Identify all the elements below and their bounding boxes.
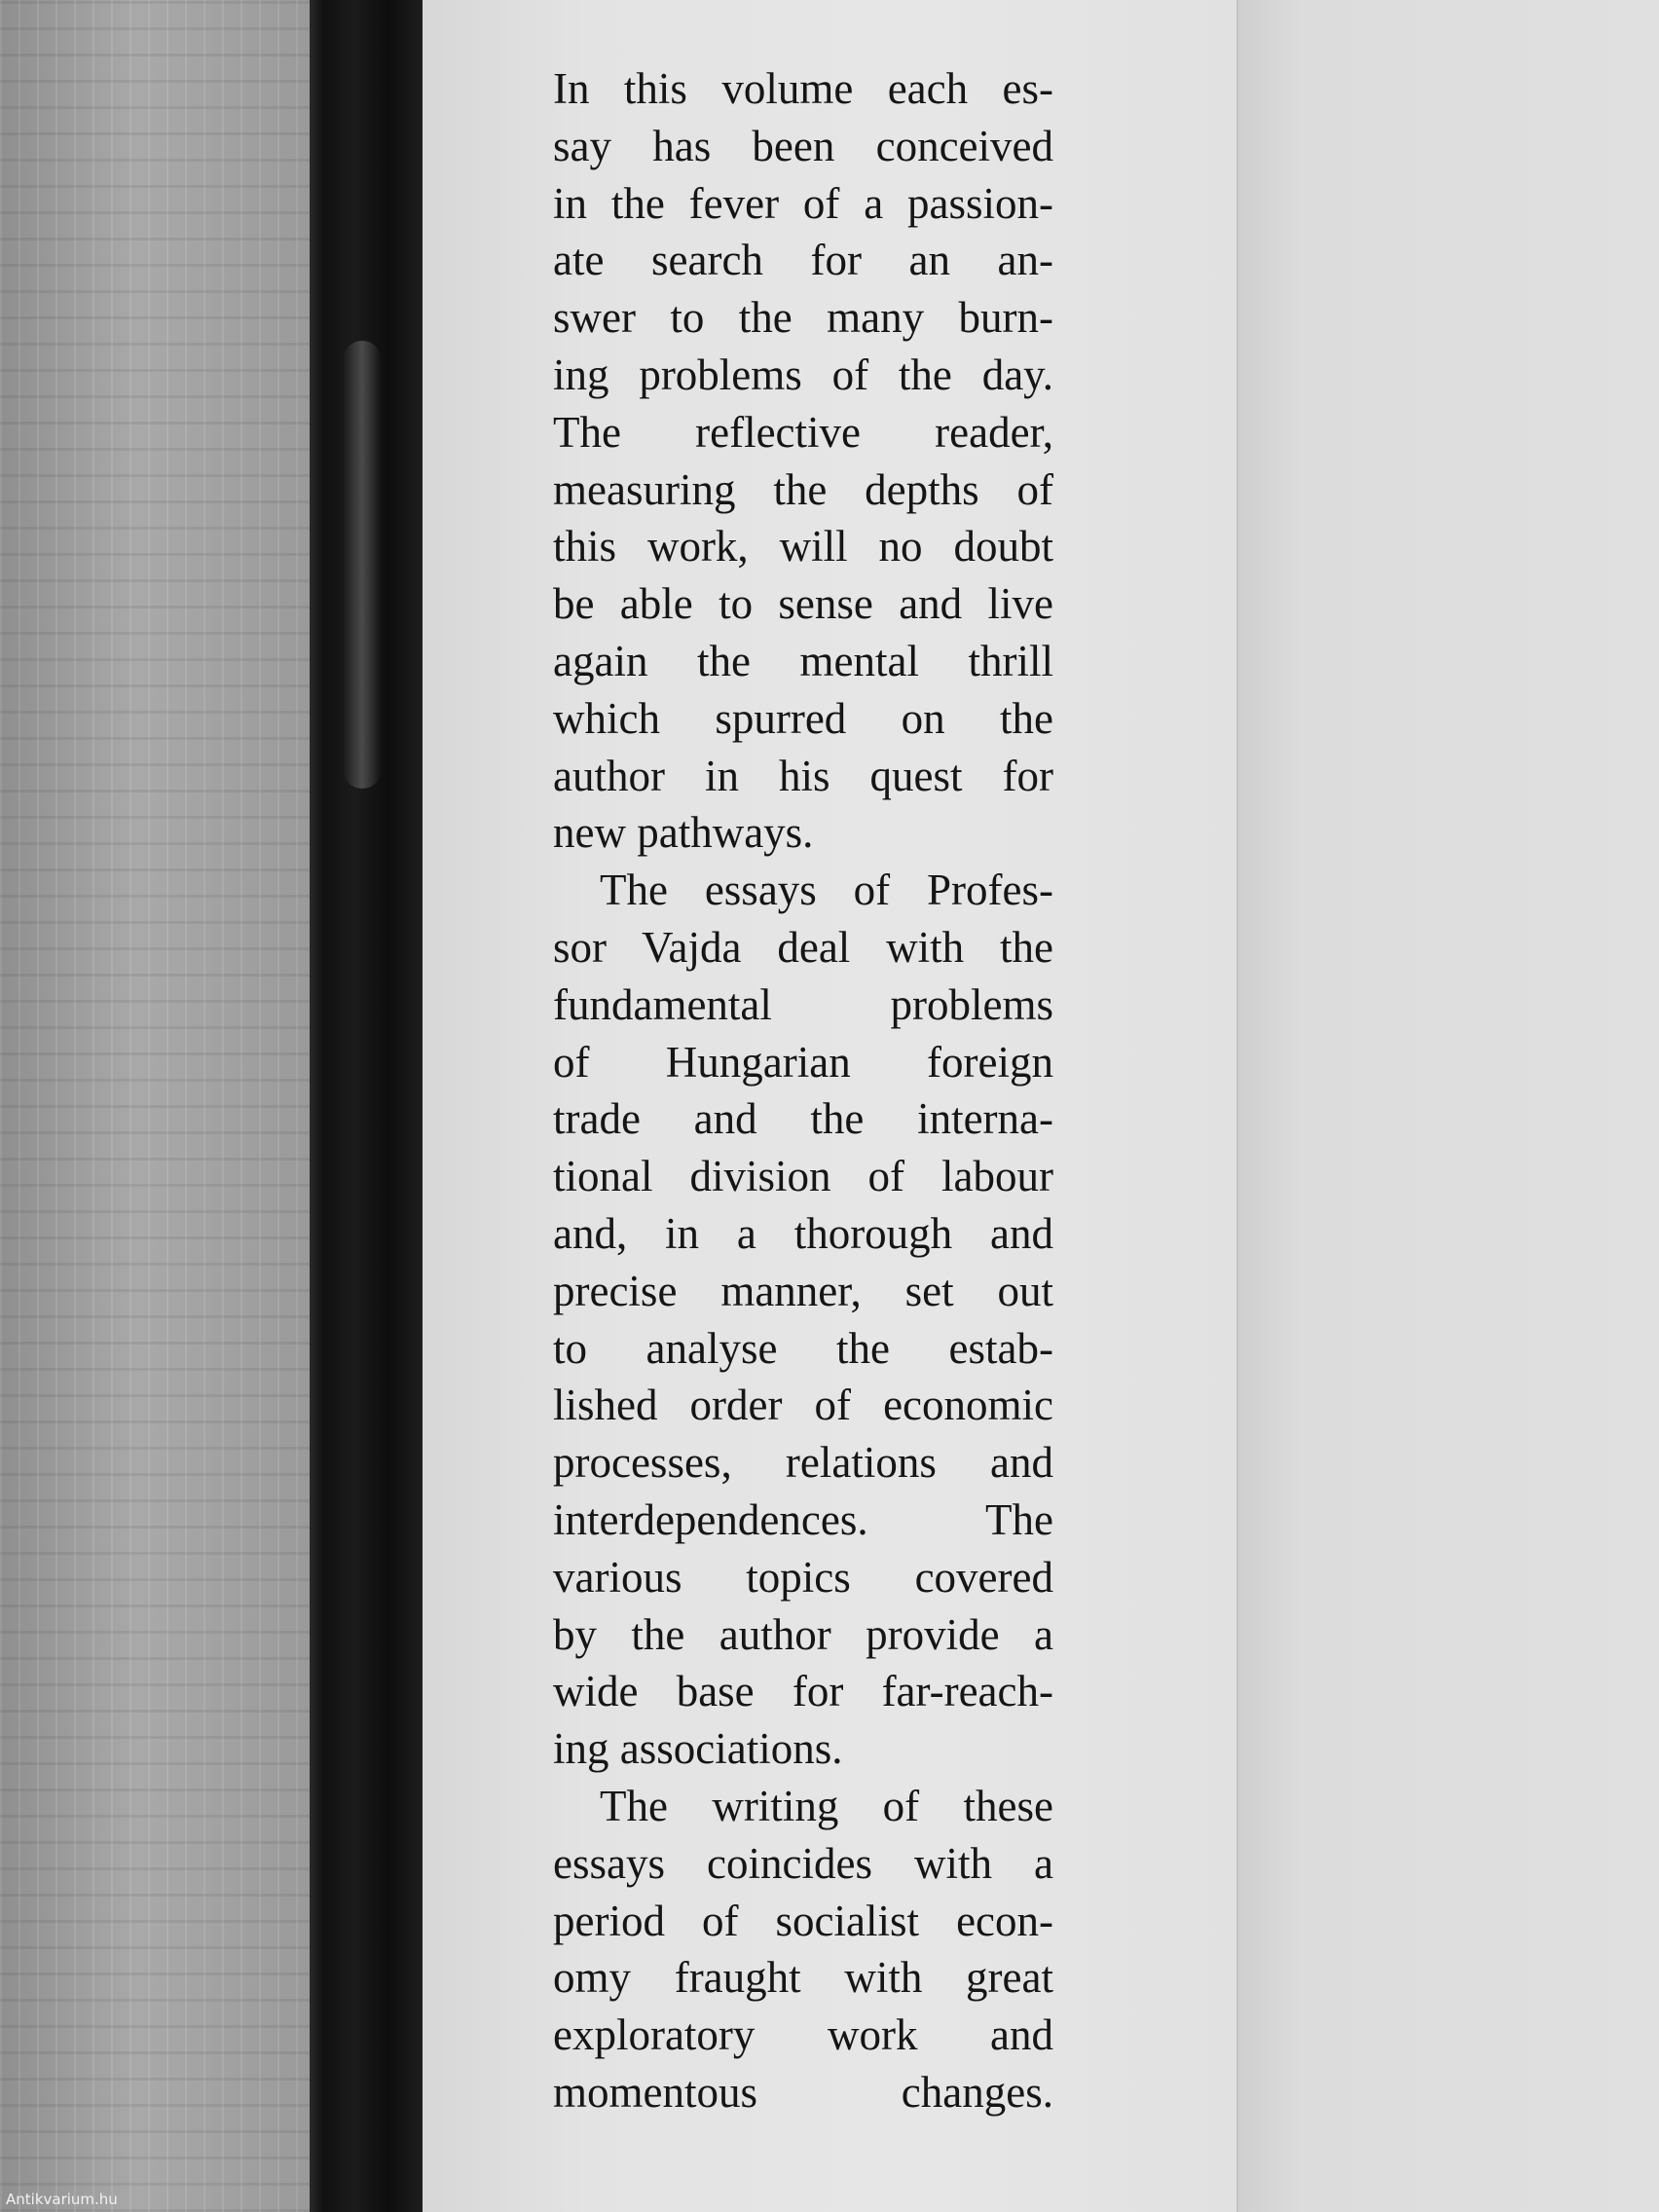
blurb-line: The essays of Profes- bbox=[600, 866, 1053, 915]
book-spine bbox=[310, 0, 423, 2212]
blurb-line: new pathways. bbox=[553, 808, 814, 858]
flap-blurb bbox=[553, 60, 1053, 2121]
blurb-line: tional division of labour bbox=[553, 1152, 1053, 1201]
blurb-line: ing problems of the day. bbox=[553, 350, 1053, 399]
blurb-line: to analyse the estab- bbox=[553, 1323, 1053, 1373]
blurb-line: In this volume each es- bbox=[553, 64, 1053, 113]
blurb-line: swer to the many burn- bbox=[553, 293, 1053, 343]
blurb-line: of Hungarian foreign bbox=[553, 1037, 1053, 1087]
blurb-line: this work, will no doubt bbox=[553, 522, 1053, 571]
blurb-line: measuring the depths of bbox=[553, 464, 1053, 514]
blurb-line: by the author provide a bbox=[553, 1609, 1053, 1659]
blurb-line: lished order of economic bbox=[553, 1381, 1053, 1430]
blurb-line: ing associations. bbox=[553, 1724, 843, 1774]
blurb-line: sor Vajda deal with the bbox=[553, 922, 1053, 972]
blurb-line: The reflective reader, bbox=[553, 407, 1053, 457]
blurb-line: trade and the interna- bbox=[553, 1094, 1053, 1144]
blurb-line: omy fraught with great bbox=[553, 1953, 1053, 2003]
blurb-line: precise manner, set out bbox=[553, 1266, 1053, 1315]
blurb-line: be able to sense and live bbox=[553, 579, 1053, 629]
blurb-line: author in his quest for bbox=[553, 751, 1053, 800]
cloth-cover bbox=[0, 0, 310, 2212]
blurb-line: interdependences. The bbox=[553, 1494, 1053, 1544]
blurb-line: say has been conceived bbox=[553, 121, 1053, 170]
blurb-line: essays coincides with a bbox=[553, 1838, 1053, 1888]
blurb-line: period of socialist econ- bbox=[553, 1896, 1053, 1945]
blurb-line: momentous changes. bbox=[553, 2067, 1053, 2117]
blurb-line: The writing of these bbox=[600, 1781, 1053, 1830]
blurb-line: in the fever of a passion- bbox=[553, 178, 1053, 228]
blurb-line: and, in a thorough and bbox=[553, 1208, 1053, 1258]
endpaper bbox=[1236, 0, 1659, 2212]
watermark: Antikvarium.hu bbox=[6, 2191, 118, 2208]
blurb-line: exploratory work and bbox=[553, 2010, 1053, 2060]
blurb-line: again the mental thrill bbox=[553, 636, 1053, 685]
blurb-line: various topics covered bbox=[553, 1552, 1053, 1602]
blurb-line: processes, relations and bbox=[553, 1438, 1053, 1488]
spine-highlight bbox=[343, 341, 382, 789]
blurb-line: wide base for far-reach- bbox=[553, 1667, 1053, 1716]
blurb-line: fundamental problems bbox=[553, 979, 1053, 1029]
blurb-line: ate search for an an- bbox=[553, 236, 1053, 285]
blurb-line: which spurred on the bbox=[553, 693, 1053, 743]
